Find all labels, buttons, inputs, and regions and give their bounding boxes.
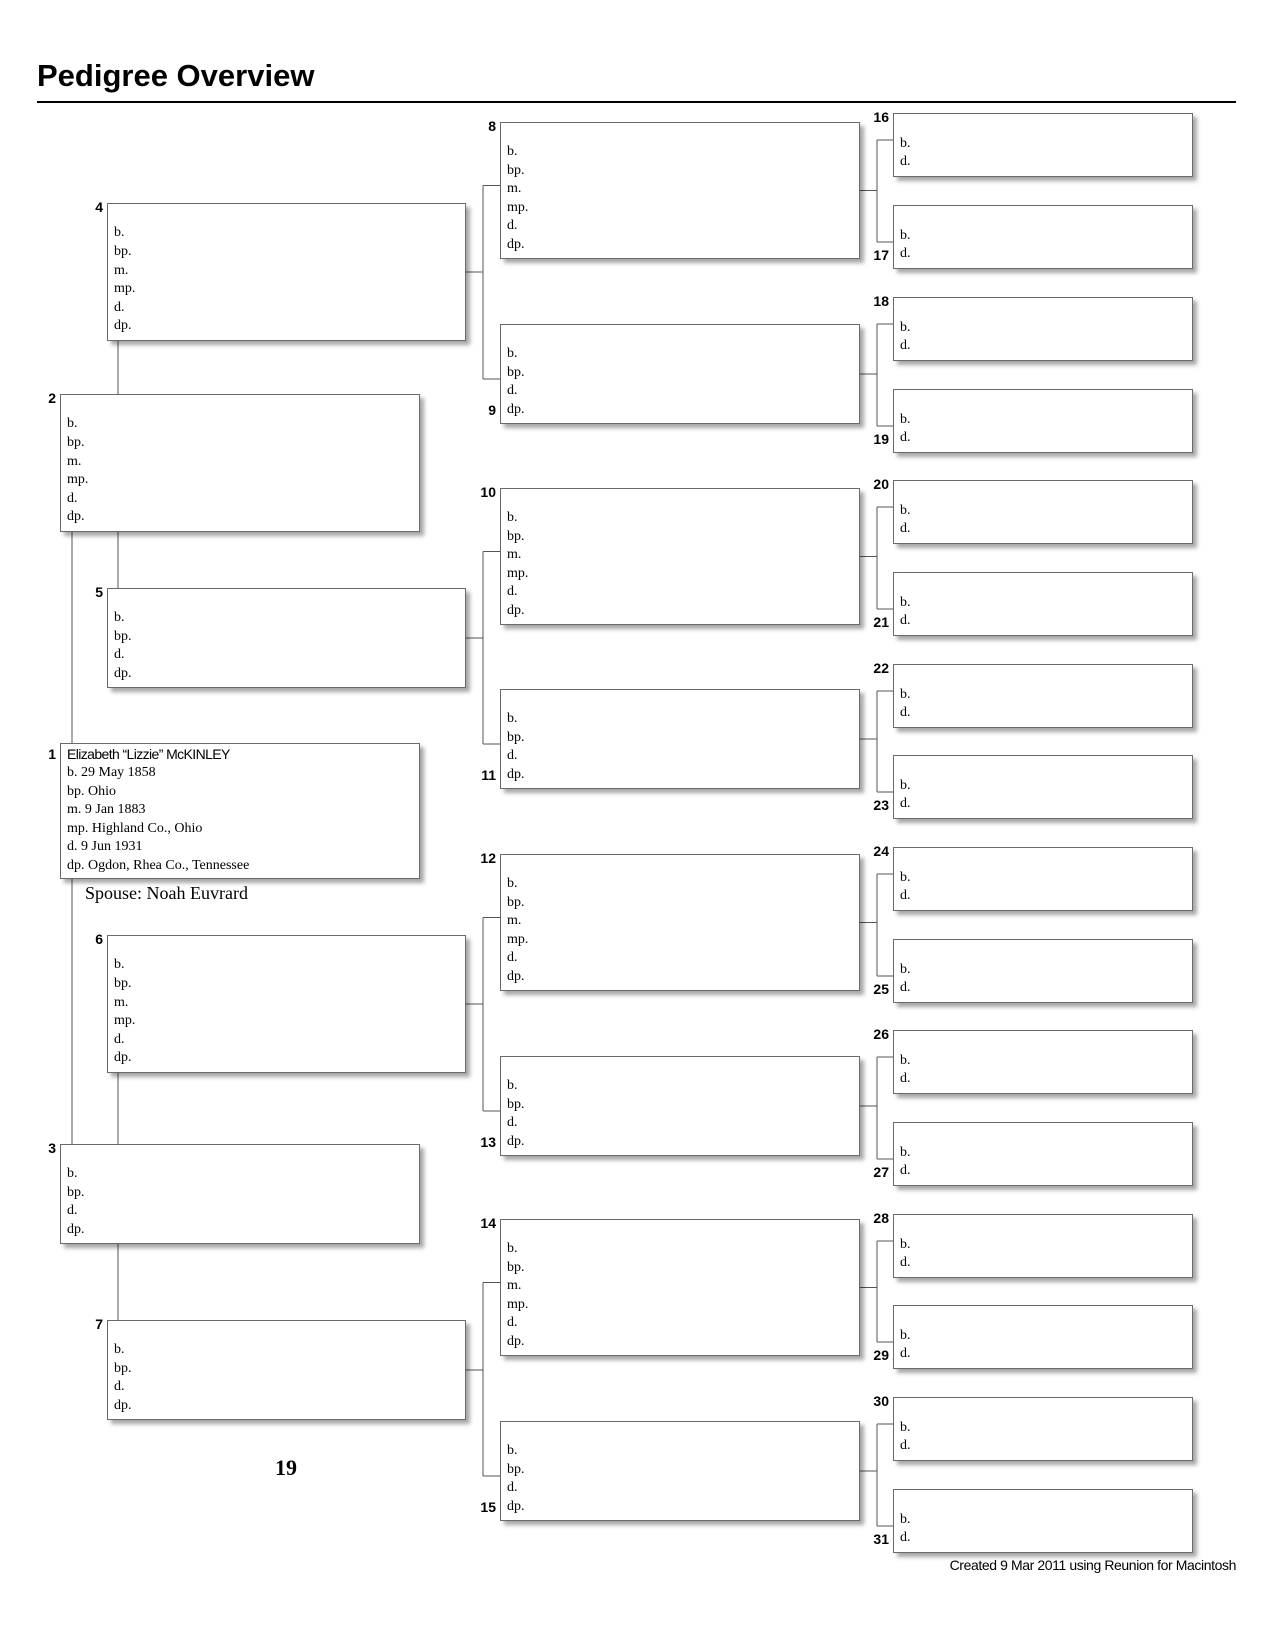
person-box-3 xyxy=(60,1144,420,1244)
person-box-31 xyxy=(893,1489,1193,1553)
person-details xyxy=(900,135,911,172)
detail-line: mp. xyxy=(507,931,529,947)
person-number: 25 xyxy=(873,981,889,997)
person-details xyxy=(67,1165,85,1239)
detail-line: dp. xyxy=(507,1133,525,1149)
person-number: 6 xyxy=(95,931,103,947)
detail-line: d. xyxy=(114,299,125,315)
detail-line: m. xyxy=(507,913,522,929)
detail-line: b. xyxy=(900,1511,911,1527)
detail-line: d. xyxy=(507,584,518,600)
detail-line: d. xyxy=(507,383,518,399)
person-number: 10 xyxy=(480,484,496,500)
detail-line: bp. xyxy=(507,894,525,910)
detail-line: d. xyxy=(900,705,911,721)
detail-line: b. xyxy=(114,225,125,241)
detail-line: m. xyxy=(114,262,129,278)
person-details xyxy=(900,1511,911,1548)
detail-line: d. xyxy=(900,980,911,996)
detail-line: d. xyxy=(507,748,518,764)
person-details xyxy=(114,956,135,1068)
detail-line: d. xyxy=(900,1163,911,1179)
person-number: 24 xyxy=(873,843,889,859)
person-details xyxy=(900,686,911,723)
person-box-8 xyxy=(500,122,860,259)
person-box-20 xyxy=(893,480,1193,544)
detail-line: d. xyxy=(900,1438,911,1454)
detail-line: b. xyxy=(900,502,911,518)
person-details xyxy=(900,227,911,264)
detail-line: d. xyxy=(900,1071,911,1087)
person-details xyxy=(900,869,911,906)
detail-line: mp. xyxy=(507,1296,529,1312)
detail-line: b. xyxy=(900,594,911,610)
person-details xyxy=(900,1419,911,1456)
detail-line: d. xyxy=(900,1255,911,1271)
detail-line: b. xyxy=(507,1443,518,1458)
person-details xyxy=(900,777,911,814)
detail-line: d. xyxy=(507,1315,518,1331)
person-details xyxy=(507,710,525,784)
detail-line: b. xyxy=(507,1241,518,1256)
detail-line: d. xyxy=(67,1203,78,1219)
person-box-26 xyxy=(893,1030,1193,1094)
detail-line: mp. xyxy=(67,472,89,488)
person-box-16 xyxy=(893,113,1193,177)
person-box-10 xyxy=(500,488,860,625)
person-details xyxy=(114,1341,132,1415)
person-box-9 xyxy=(500,324,860,424)
detail-line: bp. xyxy=(507,162,525,178)
person-number: 21 xyxy=(873,614,889,630)
person-details xyxy=(900,1327,911,1364)
person-details xyxy=(900,1144,911,1181)
detail-line: m. xyxy=(507,547,522,563)
person-box-14 xyxy=(500,1219,860,1356)
detail-line: d. xyxy=(900,1346,911,1362)
person-box-22 xyxy=(893,664,1193,728)
person-number: 30 xyxy=(873,1393,889,1409)
detail-line: m. xyxy=(114,994,129,1010)
person-number: 7 xyxy=(95,1316,103,1332)
detail-line: dp. xyxy=(67,509,85,525)
detail-line: bp. xyxy=(114,975,132,991)
detail-line: b. xyxy=(67,416,78,432)
person-details xyxy=(507,509,528,621)
detail-line: b. xyxy=(67,1166,78,1181)
person-number: 31 xyxy=(873,1531,889,1547)
page-title: Pedigree Overview xyxy=(37,58,315,93)
detail-line: b. xyxy=(114,957,125,973)
person-number: 9 xyxy=(488,402,496,418)
detail-line: bp. xyxy=(507,1096,525,1112)
detail-line: d. xyxy=(114,1379,125,1395)
detail-line: b. xyxy=(900,1327,911,1343)
detail-line: d. 9 Jun 1931 xyxy=(67,839,143,855)
detail-line: dp. xyxy=(507,602,525,618)
detail-line: dp. xyxy=(114,318,132,334)
detail-line: dp. xyxy=(507,766,525,782)
detail-line: b. xyxy=(900,961,911,977)
detail-line: d. xyxy=(507,950,518,966)
detail-line: d. xyxy=(900,888,911,904)
person-number: 2 xyxy=(48,390,56,406)
detail-line: d. xyxy=(900,613,911,629)
detail-line: bp. xyxy=(507,364,525,380)
person-details xyxy=(900,594,911,631)
footer-credit: Created 9 Mar 2011 using Reunion for Macintosh xyxy=(949,1557,1236,1573)
person-box-25 xyxy=(893,939,1193,1003)
person-number: 15 xyxy=(480,1499,496,1515)
detail-line: mp. xyxy=(507,565,529,581)
detail-line: dp. xyxy=(507,1333,525,1349)
person-number: 12 xyxy=(480,850,496,866)
detail-line: dp. xyxy=(114,1050,132,1066)
detail-line: d. xyxy=(900,338,911,354)
detail-line: d. xyxy=(900,521,911,537)
detail-line: b. xyxy=(114,610,125,625)
person-name: Elizabeth “Lizzie” McKINLEY xyxy=(67,746,230,762)
detail-line: bp. xyxy=(114,1360,132,1376)
person-box-4 xyxy=(107,203,466,341)
person-details xyxy=(900,411,911,448)
detail-line: d. xyxy=(900,154,911,170)
person-details xyxy=(900,1236,911,1273)
person-number: 18 xyxy=(873,293,889,309)
detail-line: b. xyxy=(900,411,911,427)
person-details xyxy=(900,1052,911,1089)
detail-line: b. xyxy=(900,686,911,702)
detail-line: mp. Highland Co., Ohio xyxy=(67,820,203,836)
detail-line: d. xyxy=(900,796,911,812)
detail-line: m. xyxy=(67,453,82,469)
person-number: 8 xyxy=(488,118,496,134)
detail-line: bp. xyxy=(114,628,132,644)
person-details xyxy=(67,764,249,876)
person-box-19 xyxy=(893,389,1193,453)
detail-line: bp. xyxy=(507,1461,525,1477)
person-box-6 xyxy=(107,935,466,1073)
person-number: 26 xyxy=(873,1026,889,1042)
detail-line: b. xyxy=(900,1236,911,1252)
detail-line: b. xyxy=(507,711,518,726)
person-box-11 xyxy=(500,689,860,789)
person-details xyxy=(900,502,911,539)
detail-line: b. xyxy=(900,135,911,151)
detail-line: b. 29 May 1858 xyxy=(67,765,156,780)
detail-line: b. xyxy=(114,1342,125,1357)
page-number: 19 xyxy=(275,1455,297,1480)
detail-line: b. xyxy=(900,1419,911,1435)
person-details xyxy=(114,609,132,683)
detail-line: d. xyxy=(507,1115,518,1131)
detail-line: b. xyxy=(507,144,518,159)
detail-line: bp. xyxy=(67,434,85,450)
person-number: 14 xyxy=(480,1215,496,1231)
person-number: 3 xyxy=(48,1140,56,1156)
detail-line: m. 9 Jan 1883 xyxy=(67,802,146,818)
person-number: 22 xyxy=(873,660,889,676)
detail-line: d. xyxy=(900,430,911,446)
person-number: 23 xyxy=(873,797,889,813)
detail-line: b. xyxy=(507,1078,518,1093)
person-number: 5 xyxy=(95,584,103,600)
person-details xyxy=(507,875,528,987)
detail-line: b. xyxy=(900,227,911,243)
detail-line: m. xyxy=(507,1278,522,1294)
detail-line: dp. xyxy=(114,1397,132,1413)
detail-line: m. xyxy=(507,181,522,197)
person-number: 29 xyxy=(873,1347,889,1363)
detail-line: b. xyxy=(507,510,518,525)
person-details xyxy=(67,415,88,527)
detail-line: b. xyxy=(900,869,911,885)
detail-line: dp. xyxy=(507,236,525,252)
person-details xyxy=(507,345,525,419)
detail-line: mp. xyxy=(507,199,529,215)
detail-line: b. xyxy=(900,777,911,793)
person-box-29 xyxy=(893,1305,1193,1369)
detail-line: d. xyxy=(114,1031,125,1047)
person-box-27 xyxy=(893,1122,1193,1186)
person-number: 1 xyxy=(48,746,56,762)
detail-line: d. xyxy=(900,246,911,262)
detail-line: b. xyxy=(507,346,518,361)
detail-line: d. xyxy=(507,218,518,234)
person-number: 4 xyxy=(95,199,103,215)
detail-line: dp. xyxy=(507,401,525,417)
person-box-12 xyxy=(500,854,860,991)
person-details xyxy=(507,1442,525,1516)
person-number: 20 xyxy=(873,476,889,492)
spouse-label: Spouse: Noah Euvrard xyxy=(85,883,248,903)
detail-line: mp. xyxy=(114,1013,136,1029)
detail-line: dp. xyxy=(67,1221,85,1237)
person-box-24 xyxy=(893,847,1193,911)
person-number: 13 xyxy=(480,1134,496,1150)
detail-line: bp. Ohio xyxy=(67,783,116,799)
detail-line: d. xyxy=(114,647,125,663)
detail-line: bp. xyxy=(67,1184,85,1200)
person-box-13 xyxy=(500,1056,860,1156)
detail-line: mp. xyxy=(114,281,136,297)
detail-line: d. xyxy=(67,490,78,506)
person-box-17 xyxy=(893,205,1193,269)
detail-line: dp. Ogdon, Rhea Co., Tennessee xyxy=(67,857,250,873)
person-details xyxy=(900,319,911,356)
person-box-1 xyxy=(60,743,420,879)
detail-line: b. xyxy=(900,319,911,335)
detail-line: bp. xyxy=(114,243,132,259)
person-number: 17 xyxy=(873,247,889,263)
person-number: 19 xyxy=(873,431,889,447)
person-box-5 xyxy=(107,588,466,688)
person-box-18 xyxy=(893,297,1193,361)
detail-line: b. xyxy=(900,1052,911,1068)
detail-line: dp. xyxy=(507,1498,525,1514)
detail-line: d. xyxy=(507,1480,518,1496)
person-details xyxy=(114,224,135,336)
person-details xyxy=(507,1240,528,1352)
person-box-21 xyxy=(893,572,1193,636)
person-box-15 xyxy=(500,1421,860,1521)
detail-line: dp. xyxy=(114,665,132,681)
person-number: 27 xyxy=(873,1164,889,1180)
detail-line: bp. xyxy=(507,729,525,745)
detail-line: bp. xyxy=(507,1259,525,1275)
person-number: 28 xyxy=(873,1210,889,1226)
person-details xyxy=(507,1077,525,1151)
detail-line: b. xyxy=(900,1144,911,1160)
person-box-28 xyxy=(893,1214,1193,1278)
person-box-7 xyxy=(107,1320,466,1420)
detail-line: b. xyxy=(507,876,518,891)
detail-line: bp. xyxy=(507,528,525,544)
person-box-23 xyxy=(893,755,1193,819)
detail-line: d. xyxy=(900,1530,911,1546)
person-box-30 xyxy=(893,1397,1193,1461)
person-box-2 xyxy=(60,394,420,532)
person-details xyxy=(507,143,528,255)
person-number: 11 xyxy=(481,767,496,783)
detail-line: dp. xyxy=(507,968,525,984)
person-details xyxy=(900,961,911,998)
person-number: 16 xyxy=(873,109,889,125)
